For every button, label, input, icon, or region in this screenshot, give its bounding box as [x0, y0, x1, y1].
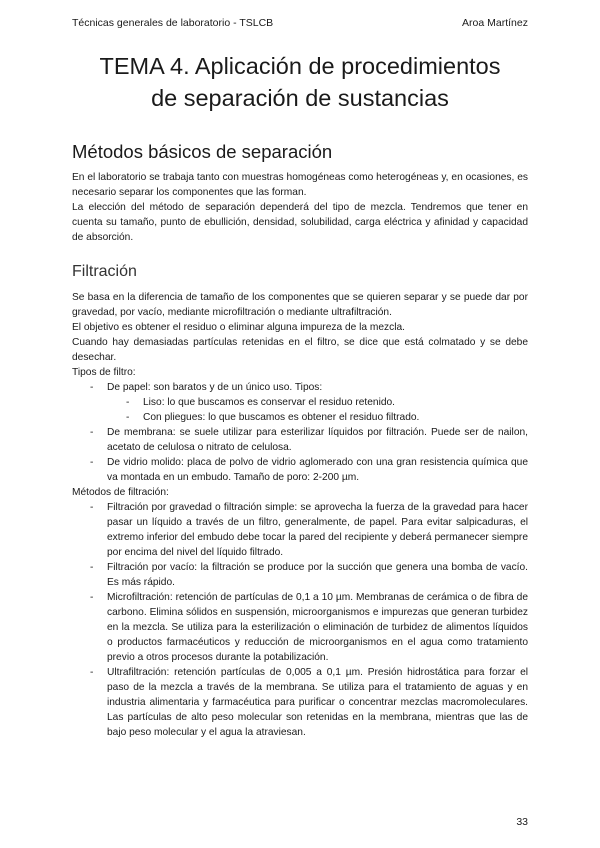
metodos-label: Métodos de filtración:	[72, 487, 169, 498]
metodo-microfiltracion-text: Microfiltración: retención de partículas de 0,1 a 10 µm. Membranas de cerámica o de fibra de carbono. Elimina sólidos en suspensión, microorganismos e impurezas que generan turbidez en la mezcla. Se utiliza para la esterilización o eliminación de turbidez de alimentos líquidos o productos farmacéuticos y reducción de microorganismos en el agua como tratamiento previo a otros procesos durante la potabilización.	[107, 592, 528, 663]
section-intro	[72, 170, 528, 245]
list-dash: -	[126, 412, 130, 423]
tipo-membrana-item	[72, 425, 528, 455]
list-dash: -	[126, 397, 130, 408]
tipo-papel-text: De papel: son baratos y de un único uso. Tipos:	[107, 382, 323, 393]
subtipo-pliegues-text: Con pliegues: lo que buscamos es obtener el residuo filtrado.	[143, 412, 420, 423]
list-dash: -	[90, 427, 94, 438]
metodo-microfiltracion-item	[72, 590, 528, 665]
section-heading: Métodos básicos de separación	[72, 141, 333, 162]
subtipo-liso-item	[72, 395, 528, 410]
metodo-ultrafiltracion-text: Ultrafiltración: retención partículas de 0,005 a 0,1 µm. Presión hidrostática para forzar el paso de la mezcla a través de la membrana. Se utiliza para el tratamiento de aguas y en industria alimentaria y farmacéutica para purificar o concentrar mezclas macromoleculares. Las partículas de alto peso molecular son retenidas en la membrana, mientras que las de bajo peso molecular y el agua la atraviesan.	[107, 667, 528, 738]
subtipo-liso-text: Liso: lo que buscamos es conservar el residuo retenido.	[143, 397, 395, 408]
page-title-line-2: de separación de sustancias	[151, 85, 449, 111]
tipos-label: Tipos de filtro:	[72, 367, 136, 378]
running-header-right: Aroa Martínez	[462, 17, 528, 29]
metodo-vacio-text: Filtración por vacío: la filtración se produce por la succión que genera una bomba de vacío. Es más rápido.	[107, 562, 528, 588]
filtracion-paragraph-2: El objetivo es obtener el residuo o eliminar alguna impureza de la mezcla.	[72, 322, 405, 333]
intro-paragraph-1: En el laboratorio se trabaja tanto con muestras homogéneas como heterogéneas y, en ocasiones, es necesario separar los componentes que las forman.	[72, 172, 528, 198]
metodo-gravedad-text: Filtración por gravedad o filtración simple: se aprovecha la fuerza de la gravedad para hacer pasar un líquido a través de un filtro, generalmente, de papel. Para evitar salpicaduras, el extremo inferior del embudo debe tocar la pared del recipiente y deberá permanecer siempre por encima del nivel del líquido filtrado.	[107, 502, 528, 558]
metodo-gravedad-item	[72, 500, 528, 560]
subtipo-pliegues-item	[72, 410, 528, 425]
list-dash: -	[90, 502, 94, 513]
metodo-vacio-item	[72, 560, 528, 590]
intro-paragraph-2: La elección del método de separación dependerá del tipo de mezcla. Tendremos que tener en cuenta su tamaño, punto de ebullición, densidad, solubilidad, carga eléctrica y afinidad y capacidad de absorción.	[72, 202, 528, 243]
page-title	[40, 50, 560, 114]
running-header-left: Técnicas generales de laboratorio - TSLCB	[72, 17, 274, 29]
page-number: 33	[516, 816, 528, 828]
tipo-vidrio-text: De vidrio molido: placa de polvo de vidrio aglomerado con una gran resistencia química que va montada en un embudo. Tamaño de poro: 2-200 µm.	[107, 457, 528, 483]
list-dash: -	[90, 382, 94, 393]
tipo-membrana-text: De membrana: se suele utilizar para esterilizar líquidos por filtración. Puede ser de nailon, acetato de celulosa o nitrato de celulosa.	[107, 427, 528, 453]
filtracion-heading: Filtración	[72, 263, 137, 280]
filtracion-paragraph-1: Se basa en la diferencia de tamaño de los componentes que se quieren separar y se puede dar por gravedad, por vacío, mediante microfiltración o mediante ultrafiltración.	[72, 292, 528, 318]
list-dash: -	[90, 667, 94, 678]
list-dash: -	[90, 457, 94, 468]
tipo-papel-item	[72, 380, 528, 395]
filtracion-paragraph-3: Cuando hay demasiadas partículas retenidas en el filtro, se dice que está colmatado y se debe desechar.	[72, 337, 528, 363]
tipo-vidrio-item	[72, 455, 528, 485]
page-title-line-1: TEMA 4. Aplicación de procedimientos	[99, 53, 501, 79]
filtracion-body	[72, 290, 528, 740]
list-dash: -	[90, 562, 94, 573]
list-dash: -	[90, 592, 94, 603]
metodo-ultrafiltracion-item	[72, 665, 528, 740]
